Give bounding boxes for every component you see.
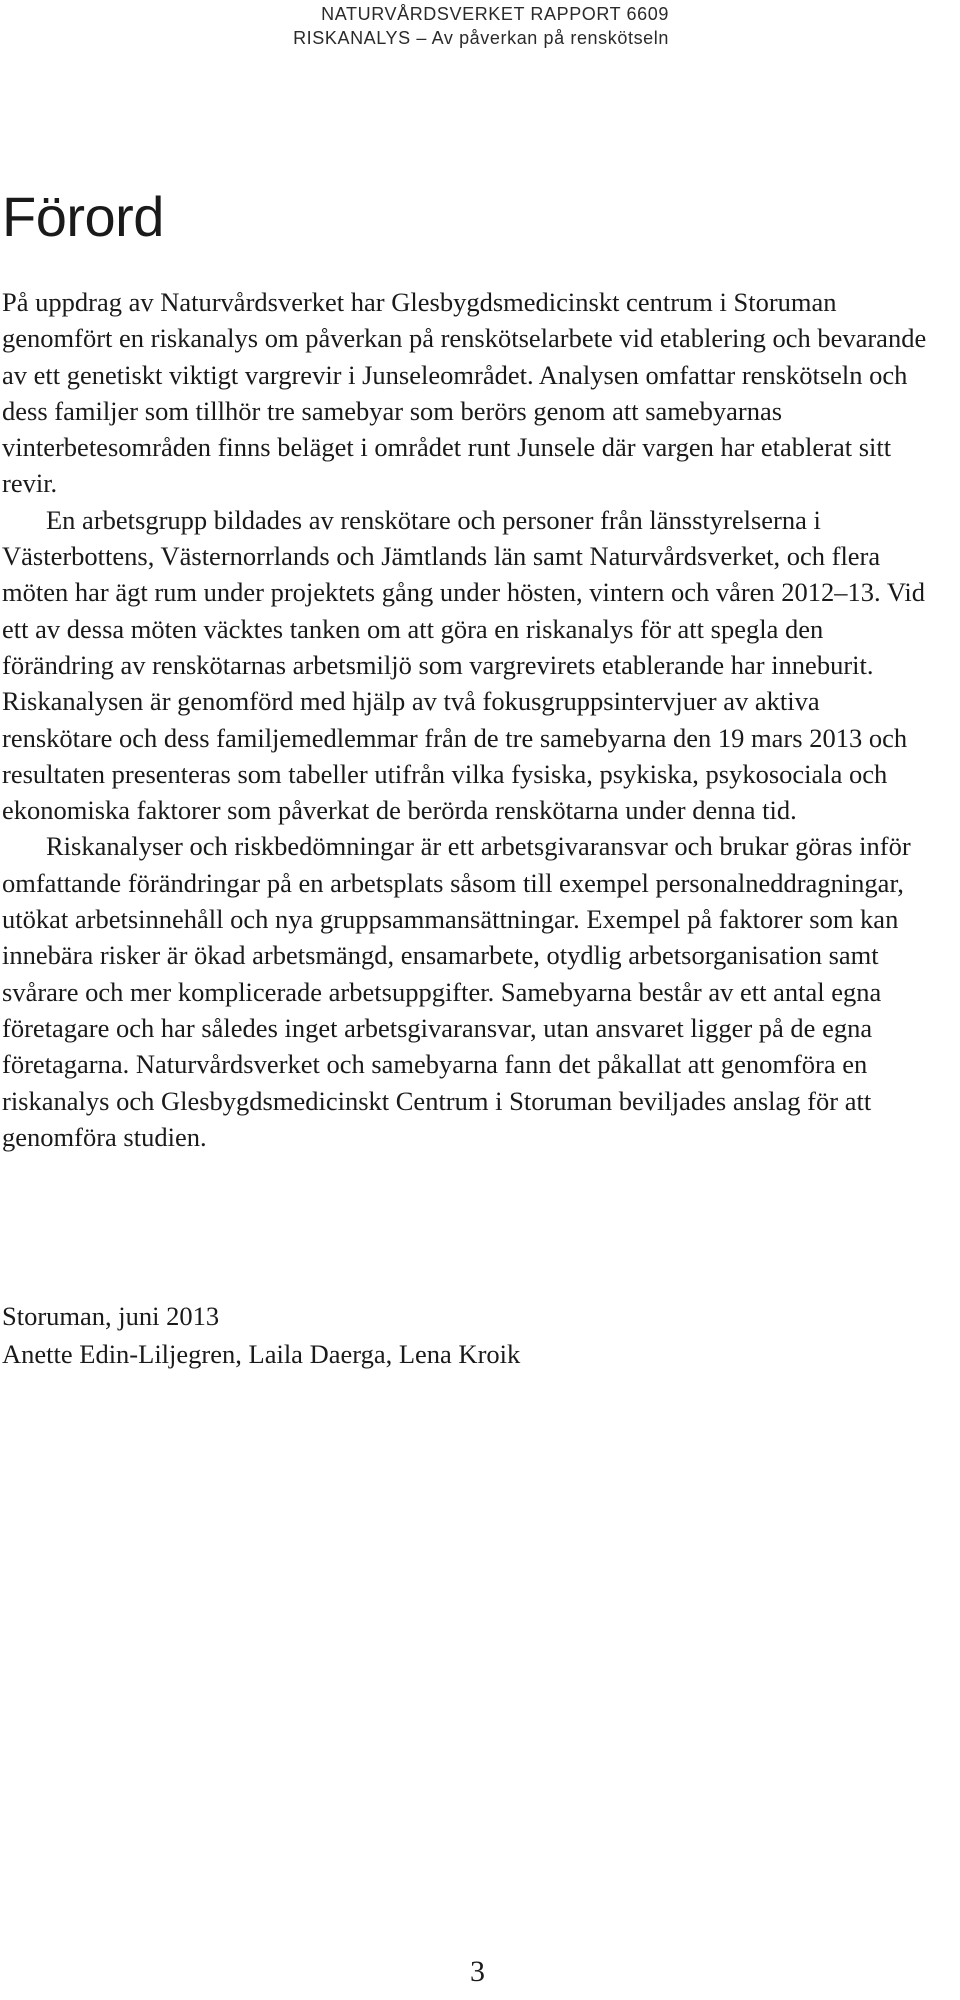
report-series-label: NATURVÅRDSVERKET RAPPORT 6609 <box>321 4 669 24</box>
place-date: Storuman, juni 2013 <box>2 1301 220 1331</box>
signoff <box>2 1297 902 1373</box>
authors: Anette Edin-Liljegren, Laila Daerga, Lena Kroik <box>2 1339 521 1369</box>
foreword-body <box>2 284 930 1155</box>
running-header <box>293 2 669 50</box>
paragraph-3: Riskanalyser och riskbedömningar är ett arbetsgivaransvar och brukar göras inför omfattande förändringar på en arbetsplats såsom till exempel personalneddragningar, utökat arbetsinnehåll och nya gruppsammansättningar. Exempel på faktorer som kan innebära risker är ökad arbetsmängd, ensamarbete, otydlig arbetsorganisation samt svårare och mer komplicerade arbetsuppgifter. Samebyarna består av ett antal egna företagare och har således inget arbetsgivaransvar, utan ansvaret ligger på de egna företagarna. Naturvårdsverket och samebyarna fann det påkallat att genomföra en riskanalys och Glesbygdsmedicinskt Centrum i Storuman beviljades anslag för att genomföra studien. <box>2 831 911 1152</box>
report-subtitle: RISKANALYS – Av påverkan på renskötseln <box>293 28 669 48</box>
page-number: 3 <box>470 1955 485 1988</box>
page-title: Förord <box>2 185 164 248</box>
paragraph-1: På uppdrag av Naturvårdsverket har Glesbygdsmedicinskt centrum i Storuman genomfört en riskanalys om påverkan på renskötselarbete vid etablering och bevarande av ett genetiskt viktigt vargrevir i Junseleområdet. Analysen omfattar renskötseln och dess familjer som tillhör tre samebyar som berörs genom att samebyarnas vinterbetesområden finns beläget i området runt Junsele där vargen har etablerat sitt revir. <box>2 287 927 499</box>
paragraph-2: En arbetsgrupp bildades av renskötare och personer från länsstyrelserna i Västerbottens, Västernorrlands och Jämtlands län samt Naturvårdsverket, och flera möten har ägt rum under projektets gång under hösten, vintern och våren 2012–13. Vid ett av dessa möten väcktes tanken om att göra en riskanalys för att spegla den förändring av renskötarnas arbetsmiljö som vargrevirets etablerande har inneburit. Riskanalysen är genomförd med hjälp av två fokusgruppsintervjuer av aktiva renskötare och dess familjemedlemmar från de tre samebyarna den 19 mars 2013 och resultaten presenteras som tabeller utifrån vilka fysiska, psykiska, psykosociala och ekonomiska faktorer som påverkat de berörda renskötarna under denna tid. <box>2 504 925 826</box>
